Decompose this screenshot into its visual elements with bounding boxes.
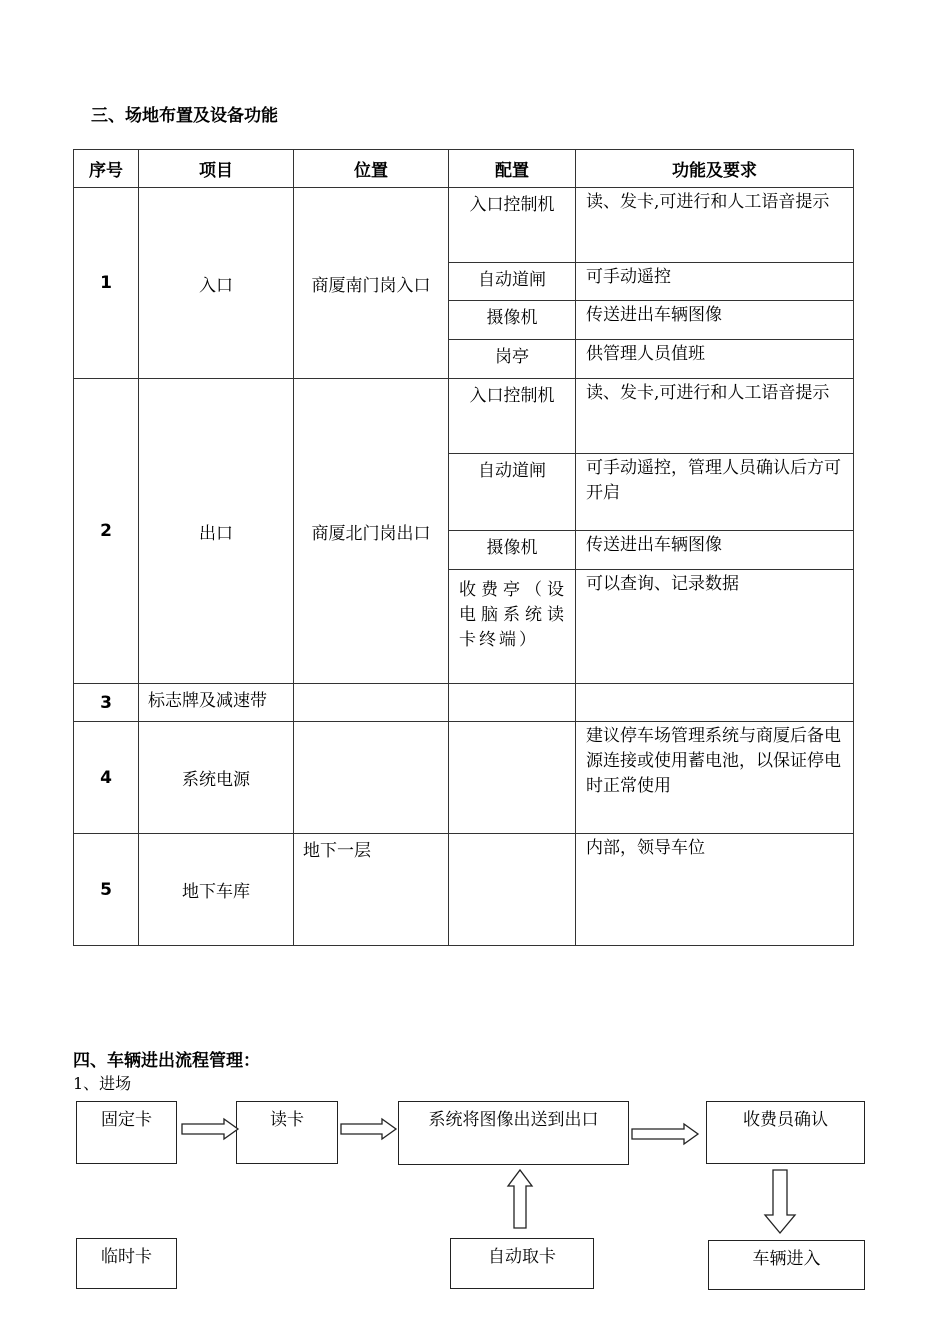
row-function: 内部，领导车位: [576, 834, 854, 946]
row-config: 入口控制机: [449, 188, 576, 263]
header-location: 位置: [294, 150, 449, 188]
row-location: 商厦北门岗出口: [294, 379, 449, 684]
row-location: 商厦南门岗入口: [294, 188, 449, 379]
row-number: 4: [74, 722, 139, 834]
row-function: 可以查询、记录数据: [576, 570, 854, 684]
flow-box-label: 系统将图像出送到出口: [428, 1110, 599, 1130]
flow-box-label: 读卡: [270, 1110, 304, 1130]
flow-box-label: 固定卡: [101, 1110, 152, 1130]
row-item: 地下车库: [139, 834, 294, 946]
flow-box-label: 临时卡: [101, 1247, 152, 1267]
row-number: 1: [74, 188, 139, 379]
row-item: 出口: [139, 379, 294, 684]
row-config: 摄像机: [449, 531, 576, 570]
header-config: 配置: [449, 150, 576, 188]
row-config: 摄像机: [449, 301, 576, 340]
row-function: 建议停车场管理系统与商厦后备电源连接或使用蓄电池，以保证停电时正常使用: [576, 722, 854, 834]
flow-box-label: 自动取卡: [488, 1247, 556, 1267]
arrow-up-icon: [508, 1170, 532, 1228]
arrow-right-icon: [632, 1124, 698, 1144]
row-config: 岗亭: [449, 340, 576, 379]
header-item: 项目: [139, 150, 294, 188]
row-function: 可手动遥控，管理人员确认后方可开启: [576, 454, 854, 531]
arrow-down-icon: [765, 1170, 795, 1233]
header-no: 序号: [74, 150, 139, 188]
row-config: 入口控制机: [449, 379, 576, 454]
row-number: 3: [74, 684, 139, 722]
flow-box-label: 车辆进入: [752, 1249, 821, 1269]
row-function: 可手动遥控: [576, 263, 854, 301]
row-config: 自动道闸: [449, 263, 576, 301]
row-config: 自动道闸: [449, 454, 576, 531]
row-function: 传送进出车辆图像: [576, 301, 854, 340]
row-number: 2: [74, 379, 139, 684]
row-item: 标志牌及减速带: [139, 684, 294, 722]
row-function: 读、发卡,可进行和人工语音提示: [576, 379, 854, 454]
row-config: 收费亭（设电脑系统读卡终端）: [449, 570, 576, 684]
arrow-right-icon: [182, 1119, 238, 1139]
section-4-subtitle: 1、进场: [73, 1074, 132, 1093]
row-function: 供管理人员值班: [576, 340, 854, 379]
arrow-right-icon: [341, 1119, 396, 1139]
header-function: 功能及要求: [576, 150, 854, 188]
section-3-title: 三、场地布置及设备功能: [91, 106, 278, 126]
row-number: 5: [74, 834, 139, 946]
flow-box-label: 收费员确认: [743, 1110, 828, 1130]
row-item: 系统电源: [139, 722, 294, 834]
row-item: 入口: [139, 188, 294, 379]
row-location: 地下一层: [294, 834, 449, 946]
row-function: 读、发卡,可进行和人工语音提示: [576, 188, 854, 263]
section-4-title: 四、车辆进出流程管理：: [73, 1051, 260, 1071]
row-function: 传送进出车辆图像: [576, 531, 854, 570]
